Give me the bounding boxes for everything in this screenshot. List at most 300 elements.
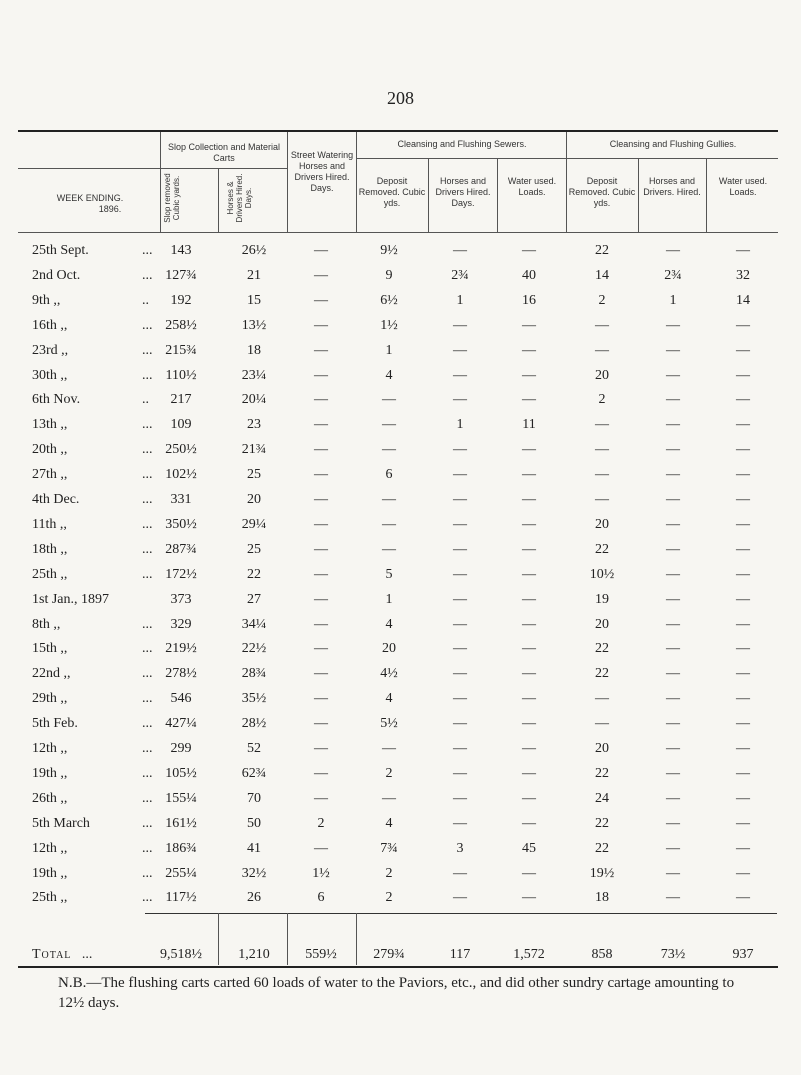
table-row: [0, 761, 801, 786]
table-row: [0, 562, 801, 587]
table-cell: —: [522, 392, 536, 408]
week-label: 23rd ,,: [32, 342, 69, 358]
table-cell: —: [736, 616, 750, 632]
table-cell: 20: [595, 741, 609, 756]
table-cell: 26: [247, 890, 261, 906]
total-divider: [218, 913, 219, 965]
week-label: 25th ,,: [32, 566, 68, 582]
table-cell: —: [522, 716, 536, 732]
total-divider: [356, 913, 357, 965]
table-cell: —: [453, 741, 467, 756]
slop-group-header: Slop Collection and Material Carts: [167, 142, 281, 163]
table-cell: —: [736, 467, 750, 483]
table-cell: —: [522, 516, 536, 532]
table-cell: —: [666, 691, 680, 707]
table-cell: 22: [595, 815, 609, 831]
table-cell: 172½: [165, 566, 197, 582]
table-cell: —: [736, 442, 750, 458]
leader-dots: ...: [142, 716, 153, 732]
table-cell: —: [666, 790, 680, 806]
total-cell: 858: [591, 947, 613, 962]
table-row: [0, 363, 801, 388]
table-cell: —: [314, 840, 328, 856]
week-cell: [32, 587, 157, 612]
table-cell: 4: [385, 616, 393, 632]
header-divider: [566, 132, 567, 232]
week-cell: [32, 313, 157, 338]
table-cell: —: [522, 865, 536, 881]
table-cell: —: [382, 392, 396, 408]
table-cell: —: [595, 716, 609, 732]
table-cell: —: [666, 716, 680, 732]
table-cell: —: [453, 516, 467, 532]
table-cell: 143: [170, 243, 192, 258]
week-label: 5th Feb.: [32, 716, 78, 732]
table-cell: 546: [170, 691, 192, 707]
week-cell: [32, 387, 157, 412]
table-row: [0, 612, 801, 637]
table-cell: —: [666, 541, 680, 557]
week-cell: [32, 238, 157, 263]
table-cell: 155¼: [165, 790, 197, 806]
week-label: 15th ,,: [32, 641, 68, 657]
table-cell: —: [666, 516, 680, 532]
table-cell: —: [736, 392, 750, 408]
table-cell: —: [666, 317, 680, 333]
week-label: 26th ,,: [32, 790, 68, 806]
leader-dots: ...: [142, 267, 153, 283]
table-cell: —: [453, 641, 467, 657]
table-cell: 217: [170, 392, 192, 408]
table-cell: 20: [595, 367, 609, 383]
week-label: 12th ,,: [32, 840, 68, 856]
header-divider: [160, 132, 161, 232]
table-cell: —: [736, 865, 750, 881]
table-cell: —: [736, 790, 750, 806]
table-cell: —: [314, 392, 328, 408]
table-cell: 28¾: [241, 666, 267, 682]
table-cell: 19: [595, 591, 609, 607]
table-row: [0, 537, 801, 562]
table-row: [0, 661, 801, 686]
table-cell: 110½: [165, 367, 197, 383]
table-cell: —: [736, 691, 750, 707]
table-cell: —: [314, 492, 328, 507]
table-cell: 102½: [165, 467, 197, 483]
table-row: [0, 288, 801, 313]
table-cell: —: [314, 417, 328, 433]
total-divider: [287, 913, 288, 965]
table-cell: —: [382, 442, 396, 458]
table-cell: —: [453, 566, 467, 582]
table-cell: —: [453, 392, 467, 408]
week-label: 4th Dec.: [32, 492, 80, 507]
table-cell: —: [453, 317, 467, 333]
table-cell: —: [314, 741, 328, 756]
slop-removed-header: Slop removed Cubic yards.: [163, 173, 181, 223]
table-cell: 219½: [165, 641, 197, 657]
table-cell: —: [736, 516, 750, 532]
leader-dots: ...: [142, 492, 153, 507]
table-cell: 22: [595, 840, 609, 856]
week-label: 22nd ,,: [32, 666, 71, 682]
table-cell: 1: [669, 292, 677, 308]
table-cell: 1: [456, 292, 464, 308]
table-cell: —: [453, 616, 467, 632]
total-cell: 117: [449, 947, 471, 962]
table-cell: 4: [385, 367, 393, 383]
table-cell: 20: [595, 616, 609, 632]
table-cell: 20¼: [241, 392, 267, 408]
table-row: [0, 587, 801, 612]
table-cell: —: [666, 865, 680, 881]
leader-dots: ...: [142, 790, 153, 806]
table-cell: —: [453, 541, 467, 557]
table-cell: —: [314, 516, 328, 532]
table-cell: —: [666, 815, 680, 831]
week-cell: [32, 836, 157, 861]
table-cell: —: [522, 741, 536, 756]
leader-dots: ...: [142, 317, 153, 333]
table-cell: —: [382, 741, 396, 756]
leader-dots: ...: [142, 516, 153, 532]
table-cell: 2: [385, 865, 393, 881]
leader-dots: ...: [142, 765, 153, 781]
table-cell: 32: [736, 267, 750, 283]
table-cell: —: [666, 417, 680, 433]
header-divider: [706, 158, 707, 232]
table-cell: —: [522, 467, 536, 483]
table-cell: 9½: [380, 243, 398, 258]
table-cell: 1: [456, 417, 464, 433]
leader-dots: ...: [142, 442, 153, 458]
table-row: [0, 437, 801, 462]
table-cell: —: [453, 691, 467, 707]
table-cell: 52: [247, 741, 261, 756]
table-cell: 18: [247, 342, 261, 358]
table-cell: —: [453, 342, 467, 358]
leader-dots: ...: [142, 243, 153, 258]
table-cell: 22½: [241, 641, 267, 657]
table-cell: 278½: [165, 666, 197, 682]
leader-dots: ...: [142, 815, 153, 831]
leader-dots: ..: [142, 292, 149, 308]
table-cell: —: [382, 790, 396, 806]
table-cell: —: [522, 317, 536, 333]
table-cell: 62¾: [241, 765, 267, 781]
table-cell: —: [522, 367, 536, 383]
table-cell: —: [453, 716, 467, 732]
table-cell: —: [666, 392, 680, 408]
week-cell: [32, 885, 157, 910]
week-cell: [32, 537, 157, 562]
table-row: [0, 861, 801, 886]
week-ending-header: [25, 193, 155, 215]
total-cell: 1,572: [513, 947, 545, 962]
table-row: [0, 412, 801, 437]
table-cell: —: [595, 342, 609, 358]
leader-dots: ...: [142, 616, 153, 632]
street-watering-header: Street Watering Horses and Drivers Hired. Days.: [290, 150, 354, 193]
table-cell: —: [666, 442, 680, 458]
table-cell: —: [453, 815, 467, 831]
week-cell: [32, 811, 157, 836]
table-cell: —: [666, 591, 680, 607]
table-cell: 20: [247, 492, 261, 507]
table-cell: 22: [595, 243, 609, 258]
table-cell: —: [453, 790, 467, 806]
week-cell: [32, 861, 157, 886]
table-cell: —: [666, 765, 680, 781]
header-divider: [638, 158, 639, 232]
table-cell: —: [736, 367, 750, 383]
total-rule: [145, 913, 777, 914]
gullies-water-header: Water used. Loads.: [718, 176, 768, 197]
table-cell: —: [736, 641, 750, 657]
table-cell: —: [522, 890, 536, 906]
table-cell: 34¼: [241, 616, 267, 632]
table-cell: —: [595, 417, 609, 433]
table-cell: —: [314, 243, 328, 258]
table-cell: —: [666, 467, 680, 483]
table-cell: —: [736, 815, 750, 831]
sewers-deposit-header: Deposit Removed. Cubic yds.: [358, 176, 426, 208]
leader-dots: ...: [142, 865, 153, 881]
gullies-deposit-header: Deposit Removed. Cubic yds.: [568, 176, 636, 208]
table-cell: —: [314, 292, 328, 308]
year-label: 1896.: [98, 204, 122, 214]
table-cell: 6½: [380, 292, 398, 308]
table-cell: —: [522, 541, 536, 557]
table-row: [0, 836, 801, 861]
table-cell: 22: [595, 641, 609, 657]
table-cell: 3: [456, 840, 464, 856]
table-cell: 2¾: [664, 267, 682, 283]
table-cell: 70: [247, 790, 261, 806]
table-cell: —: [736, 840, 750, 856]
table-cell: —: [522, 666, 536, 682]
table-cell: —: [595, 442, 609, 458]
table-cell: 18: [595, 890, 609, 906]
table-cell: 13½: [241, 317, 267, 333]
table-cell: —: [522, 790, 536, 806]
table-cell: —: [314, 541, 328, 557]
table-cell: —: [453, 492, 467, 507]
table-cell: —: [522, 591, 536, 607]
leader-dots: ...: [142, 367, 153, 383]
table-cell: —: [736, 492, 750, 507]
week-cell: [32, 562, 157, 587]
table-cell: —: [453, 367, 467, 383]
table-cell: —: [453, 890, 467, 906]
table-cell: 2: [598, 392, 606, 408]
table-cell: —: [666, 492, 680, 507]
top-rule: [18, 130, 778, 132]
table-cell: —: [522, 342, 536, 358]
table-cell: 35½: [241, 691, 267, 707]
total-cell: 937: [732, 947, 754, 962]
table-cell: 331: [170, 492, 192, 507]
table-cell: 2: [385, 765, 393, 781]
table-cell: —: [736, 890, 750, 906]
table-cell: —: [522, 815, 536, 831]
table-cell: 45: [522, 840, 536, 856]
week-cell: [32, 288, 157, 313]
total-cell: 559½: [305, 947, 337, 962]
table-cell: 22: [595, 666, 609, 682]
week-ending-label: WEEK ENDING.: [56, 193, 124, 203]
week-label: 18th ,,: [32, 541, 68, 557]
header-rule: [356, 158, 778, 159]
footnote: N.B.—The flushing carts carted 60 loads of water to the Paviors, etc., and did other sundry cartage amounting to 12½ days.: [58, 975, 735, 1011]
table-cell: 215¾: [165, 342, 197, 358]
table-cell: —: [522, 566, 536, 582]
leader-dots: ...: [142, 417, 153, 433]
table-cell: 186¾: [165, 840, 197, 856]
table-row: [0, 786, 801, 811]
table-cell: —: [595, 317, 609, 333]
table-cell: —: [453, 865, 467, 881]
table-row: [0, 811, 801, 836]
table-cell: —: [736, 342, 750, 358]
table-cell: —: [453, 765, 467, 781]
week-cell: [32, 462, 157, 487]
week-label: 30th ,,: [32, 367, 68, 383]
page-number: 208: [387, 88, 414, 108]
table-cell: 4½: [380, 666, 398, 682]
table-row: [0, 636, 801, 661]
table-cell: —: [314, 467, 328, 483]
table-cell: —: [736, 566, 750, 582]
table-cell: 2¾: [451, 267, 469, 283]
week-label: 12th ,,: [32, 741, 68, 756]
table-cell: 427¼: [165, 716, 197, 732]
table-cell: —: [736, 243, 750, 258]
header-rule: [18, 232, 778, 233]
table-cell: —: [382, 417, 396, 433]
table-cell: 1: [385, 591, 393, 607]
week-label: 16th ,,: [32, 317, 68, 333]
table-cell: 22: [247, 566, 261, 582]
week-label: 1st Jan., 1897: [32, 591, 109, 607]
table-cell: 4: [385, 815, 393, 831]
table-cell: —: [314, 666, 328, 682]
total-cell: 1,210: [238, 947, 270, 962]
table-cell: —: [736, 317, 750, 333]
table-cell: —: [314, 317, 328, 333]
table-cell: —: [382, 492, 396, 507]
table-cell: —: [314, 790, 328, 806]
table-cell: —: [522, 765, 536, 781]
table-cell: —: [522, 616, 536, 632]
table-cell: —: [453, 666, 467, 682]
table-cell: 9: [385, 267, 393, 283]
week-cell: [32, 711, 157, 736]
table-row: [0, 338, 801, 363]
table-cell: 22: [595, 765, 609, 781]
table-cell: —: [522, 492, 536, 507]
table-cell: 258½: [165, 317, 197, 333]
total-cell: 9,518½: [160, 947, 202, 962]
week-cell: [32, 761, 157, 786]
table-cell: 117½: [165, 890, 197, 906]
week-cell: [32, 487, 157, 512]
sewers-horses-header: Horses and Drivers Hired. Days.: [435, 176, 491, 208]
week-cell: [32, 412, 157, 437]
table-cell: 192: [170, 292, 192, 308]
week-cell: [32, 437, 157, 462]
table-cell: 25: [247, 541, 261, 557]
table-cell: 5½: [380, 716, 398, 732]
table-cell: 23¼: [241, 367, 267, 383]
table-cell: 109: [170, 417, 192, 433]
table-cell: —: [736, 716, 750, 732]
table-cell: 22: [595, 541, 609, 557]
table-cell: 373: [170, 591, 192, 607]
table-cell: —: [314, 442, 328, 458]
total-label: Total ...: [32, 947, 93, 962]
table-cell: —: [666, 641, 680, 657]
table-cell: 5: [385, 566, 393, 582]
week-cell: [32, 661, 157, 686]
week-label: 11th ,,: [32, 516, 67, 532]
table-cell: —: [522, 243, 536, 258]
leader-dots: ...: [142, 691, 153, 707]
table-cell: 32½: [241, 865, 267, 881]
table-cell: —: [666, 840, 680, 856]
table-cell: —: [666, 243, 680, 258]
header-divider: [428, 158, 429, 232]
leader-dots: ...: [142, 566, 153, 582]
table-row: [0, 462, 801, 487]
week-cell: [32, 736, 157, 761]
table-cell: 1½: [312, 865, 330, 881]
table-cell: —: [666, 616, 680, 632]
table-cell: —: [666, 890, 680, 906]
table-cell: 21: [247, 267, 261, 283]
table-cell: —: [736, 666, 750, 682]
week-label: 19th ,,: [32, 865, 68, 881]
table-row: [0, 686, 801, 711]
table-cell: 287¾: [165, 541, 197, 557]
table-cell: 161½: [165, 815, 197, 831]
table-cell: —: [314, 342, 328, 358]
table-cell: —: [736, 541, 750, 557]
leader-dots: ...: [142, 741, 153, 756]
header-divider: [356, 132, 357, 232]
leader-dots: ...: [142, 890, 153, 906]
table-cell: 7¾: [380, 840, 398, 856]
table-cell: —: [314, 591, 328, 607]
table-cell: 255¼: [165, 865, 197, 881]
week-cell: [32, 686, 157, 711]
table-cell: —: [736, 417, 750, 433]
week-cell: [32, 338, 157, 363]
table-row: [0, 263, 801, 288]
table-cell: —: [522, 641, 536, 657]
table-cell: —: [522, 691, 536, 707]
table-row: [0, 387, 801, 412]
table-cell: 350½: [165, 516, 197, 532]
table-cell: —: [736, 591, 750, 607]
table-cell: 40: [522, 267, 536, 283]
table-cell: 25: [247, 467, 261, 483]
table-cell: —: [595, 492, 609, 507]
table-cell: 250½: [165, 442, 197, 458]
week-cell: [32, 263, 157, 288]
week-label: 6th Nov.: [32, 392, 81, 408]
table-cell: —: [666, 566, 680, 582]
